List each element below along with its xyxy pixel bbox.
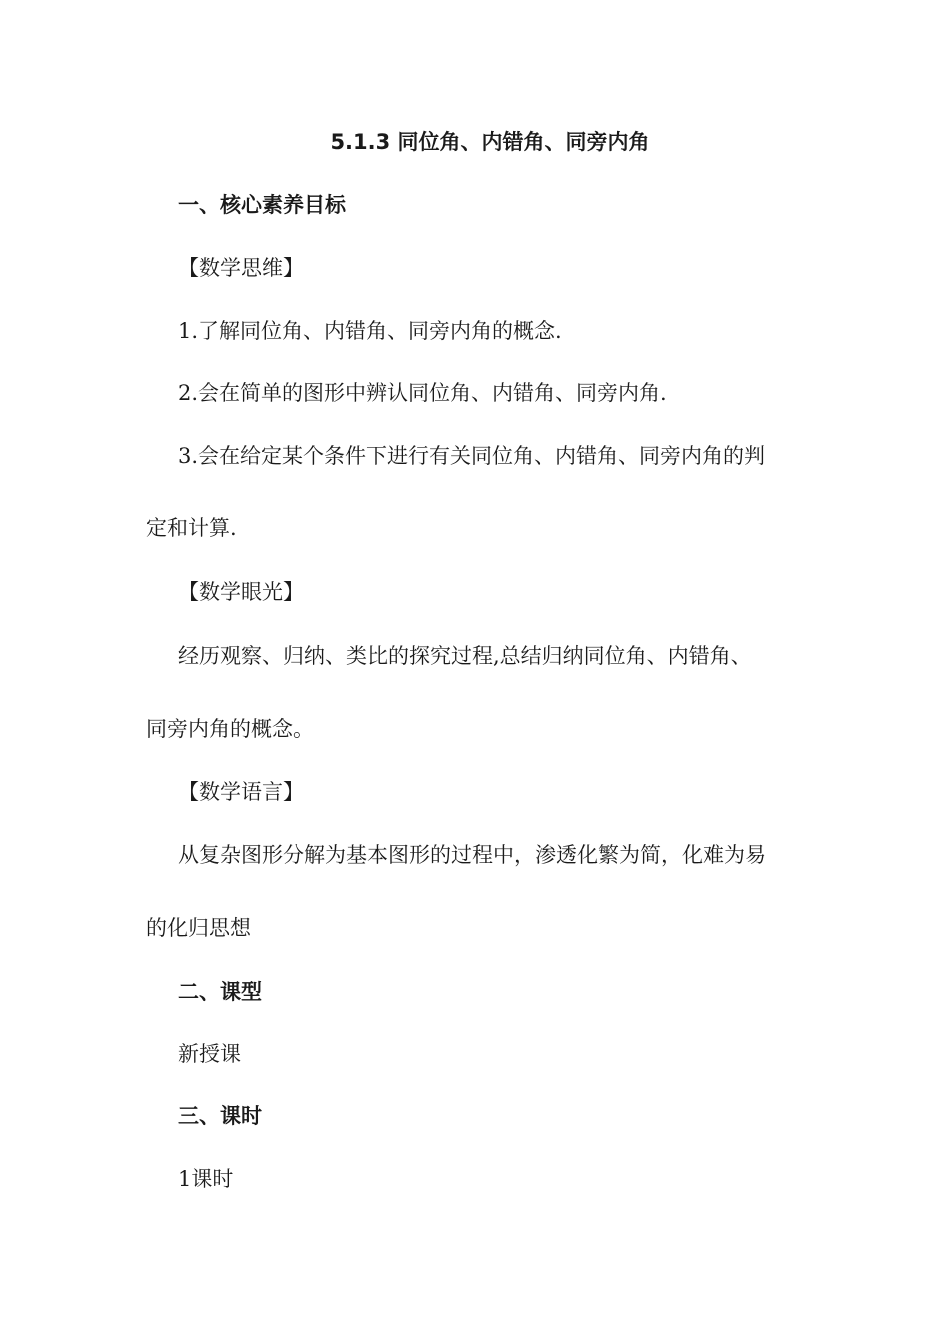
thinking-label: 【数学思维】 <box>178 256 304 280</box>
section3-heading: 三、课时 <box>178 1104 262 1128</box>
thinking-item-3-line-1: 3.会在给定某个条件下进行有关同位角、内错角、同旁内角的判 <box>178 444 766 468</box>
thinking-item-1: 1.了解同位角、内错角、同旁内角的概念. <box>178 319 562 343</box>
vision-text-line-2: 同旁内角的概念。 <box>146 717 314 741</box>
vision-text-line-1: 经历观察、归纳、类比的探究过程,总结归纳同位角、内错角、 <box>178 644 752 668</box>
section3-text: 1课时 <box>178 1167 234 1191</box>
language-label: 【数学语言】 <box>178 780 304 804</box>
document-title: 5.1.3 同位角、内错角、同旁内角 <box>330 130 650 154</box>
language-text-line-1: 从复杂图形分解为基本图形的过程中，渗透化繁为简，化难为易 <box>178 843 766 867</box>
section2-text: 新授课 <box>178 1042 241 1066</box>
section1-heading: 一、核心素养目标 <box>178 193 346 217</box>
thinking-item-2: 2.会在简单的图形中辨认同位角、内错角、同旁内角. <box>178 381 667 405</box>
section2-heading: 二、课型 <box>178 980 262 1004</box>
thinking-item-3-line-2: 定和计算. <box>146 516 237 540</box>
vision-label: 【数学眼光】 <box>178 580 304 604</box>
language-text-line-2: 的化归思想 <box>146 916 251 940</box>
